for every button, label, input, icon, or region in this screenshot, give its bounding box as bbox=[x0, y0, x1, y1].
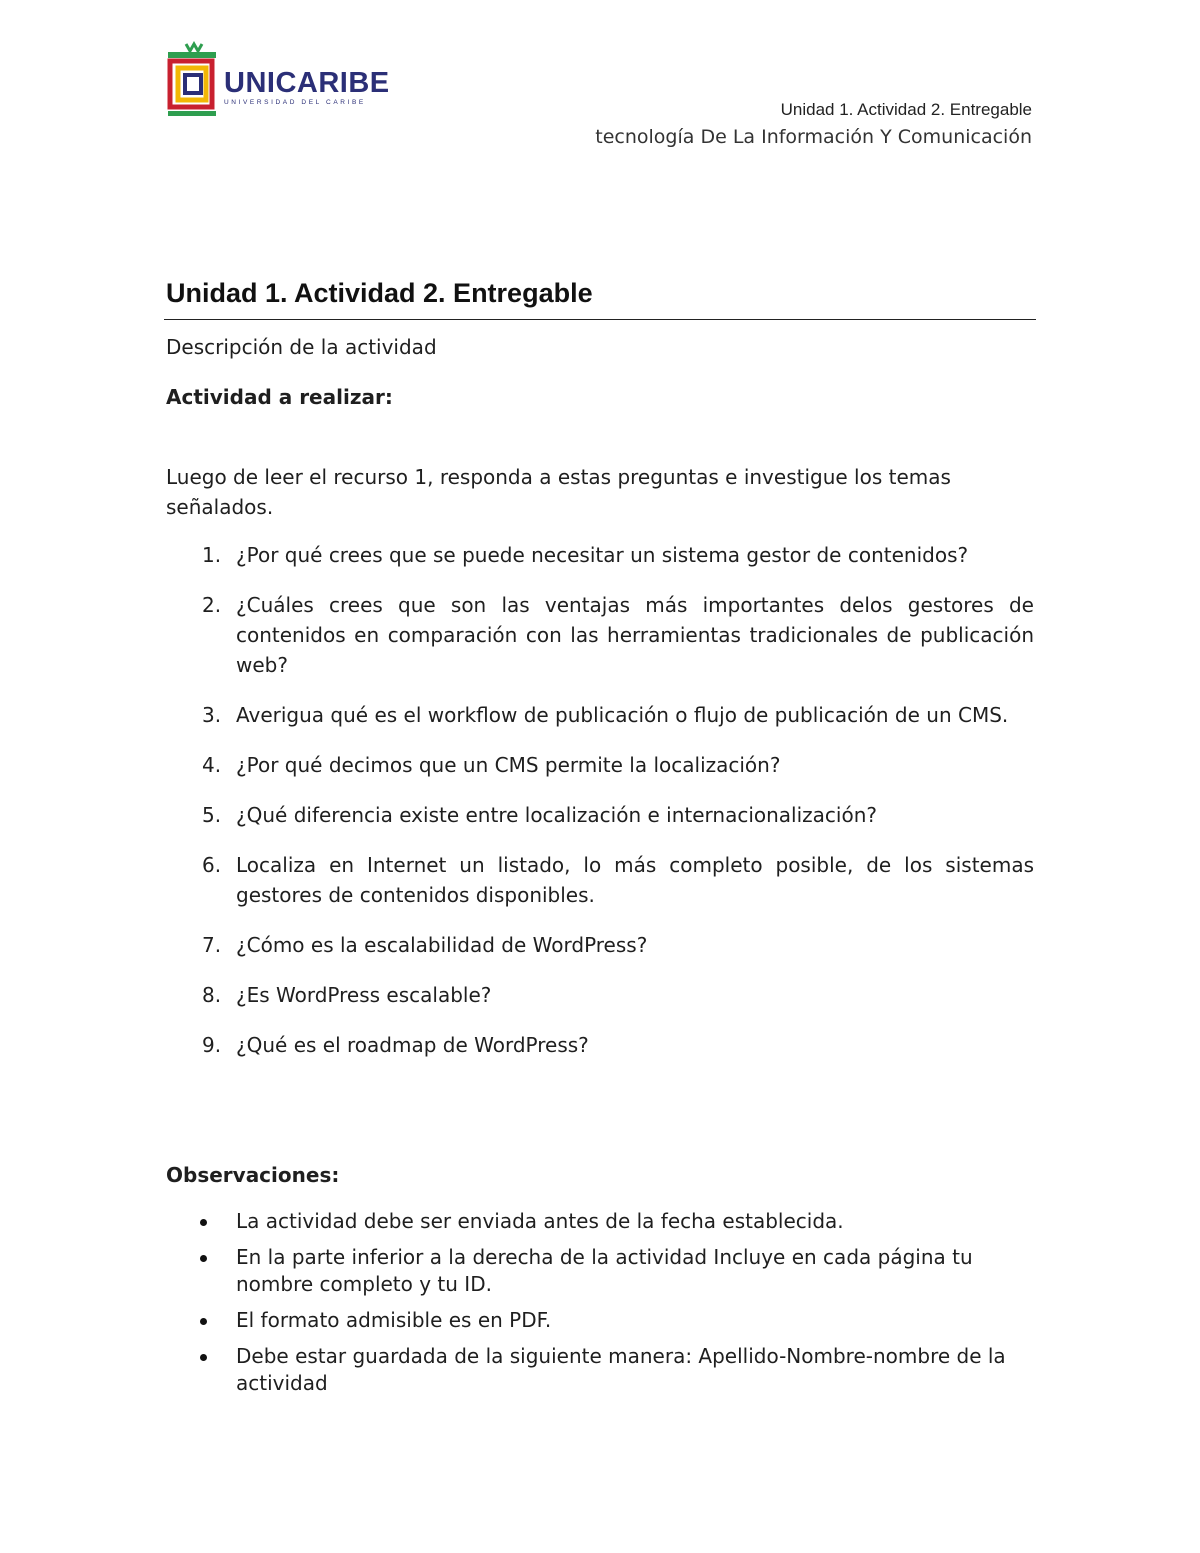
bullet-icon bbox=[200, 1255, 207, 1262]
question-number: 4. bbox=[202, 753, 222, 777]
question-number: 7. bbox=[202, 933, 222, 957]
title-divider bbox=[164, 319, 1036, 320]
question-number: 5. bbox=[202, 803, 222, 827]
observation-text: En la parte inferior a la derecha de la actividad Incluye en cada página tu nombre completo y tu ID. bbox=[236, 1245, 973, 1296]
activity-heading: Actividad a realizar: bbox=[166, 385, 393, 409]
question-text: ¿Por qué crees que se puede necesitar un sistema gestor de contenidos? bbox=[236, 543, 969, 567]
question-item bbox=[166, 800, 1034, 830]
university-logo bbox=[166, 40, 390, 118]
question-number: 8. bbox=[202, 983, 222, 1007]
question-item bbox=[166, 930, 1034, 960]
observation-text: Debe estar guardada de la siguiente manera: Apellido-Nombre-nombre de la actividad bbox=[236, 1344, 1006, 1395]
observation-item bbox=[166, 1208, 1034, 1235]
observation-text: La actividad debe ser enviada antes de la fecha establecida. bbox=[236, 1209, 844, 1233]
page-title: Unidad 1. Actividad 2. Entregable bbox=[166, 278, 593, 308]
question-number: 3. bbox=[202, 703, 222, 727]
question-number: 6. bbox=[202, 853, 222, 877]
questions-list bbox=[166, 540, 1034, 1080]
header-activity-title: Unidad 1. Actividad 2. Entregable bbox=[780, 100, 1032, 119]
question-text: ¿Cuáles crees que son las ventajas más importantes delos gestores de contenidos en comparación con las herramientas tradicionales de publicación web? bbox=[236, 593, 1034, 677]
activity-description: Descripción de la actividad bbox=[166, 335, 437, 359]
question-text: ¿Qué diferencia existe entre localización e internacionalización? bbox=[236, 803, 878, 827]
observations-heading: Observaciones: bbox=[166, 1163, 340, 1187]
unicaribe-emblem-icon bbox=[166, 40, 222, 118]
observation-item bbox=[166, 1343, 1034, 1397]
question-text: ¿Cómo es la escalabilidad de WordPress? bbox=[236, 933, 648, 957]
question-item bbox=[166, 850, 1034, 910]
question-text: ¿Por qué decimos que un CMS permite la localización? bbox=[236, 753, 781, 777]
question-item bbox=[166, 540, 1034, 570]
intro-paragraph: Luego de leer el recurso 1, responda a estas preguntas e investigue los temas señalados. bbox=[166, 465, 951, 519]
header-course-name: tecnología De La Información Y Comunicación bbox=[595, 126, 1032, 148]
question-number: 9. bbox=[202, 1033, 222, 1057]
observation-item bbox=[166, 1307, 1034, 1334]
question-item bbox=[166, 1030, 1034, 1060]
bullet-icon bbox=[200, 1318, 207, 1325]
logo-name: UNICARIBE bbox=[224, 67, 390, 99]
question-item bbox=[166, 980, 1034, 1010]
question-number: 1. bbox=[202, 543, 222, 567]
question-item bbox=[166, 700, 1034, 730]
observations-list bbox=[166, 1208, 1034, 1406]
question-text: Averigua qué es el workflow de publicación o flujo de publicación de un CMS. bbox=[236, 703, 1009, 727]
logo-subtitle: UNIVERSIDAD DEL CARIBE bbox=[224, 99, 366, 106]
question-item bbox=[166, 590, 1034, 680]
bullet-icon bbox=[200, 1219, 207, 1226]
question-item bbox=[166, 750, 1034, 780]
observation-text: El formato admisible es en PDF. bbox=[236, 1308, 552, 1332]
question-number: 2. bbox=[202, 593, 222, 617]
question-text: ¿Qué es el roadmap de WordPress? bbox=[236, 1033, 589, 1057]
observation-item bbox=[166, 1244, 1034, 1298]
question-text: ¿Es WordPress escalable? bbox=[236, 983, 492, 1007]
bullet-icon bbox=[200, 1354, 207, 1361]
question-text: Localiza en Internet un listado, lo más completo posible, de los sistemas gestores de contenidos disponibles. bbox=[236, 853, 1034, 907]
